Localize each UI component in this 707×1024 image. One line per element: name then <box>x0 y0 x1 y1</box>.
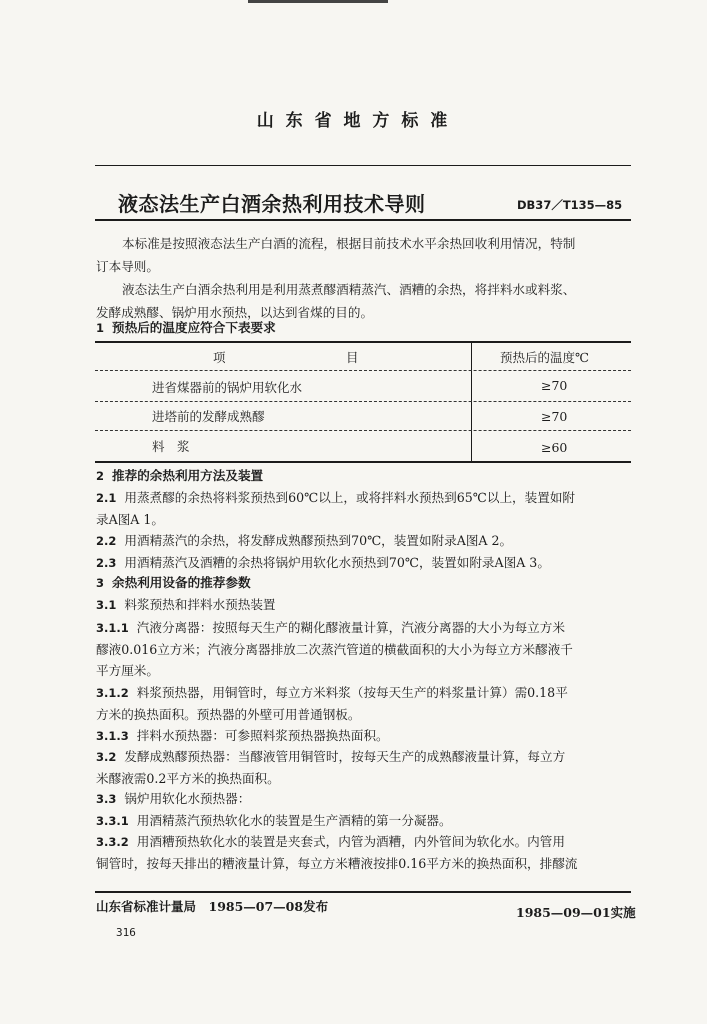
clause-number: 3.2 <box>96 750 117 764</box>
clause-3-3-2 <box>96 831 565 853</box>
clause-3-1 <box>96 594 276 616</box>
clause-number: 3.3.2 <box>96 835 129 849</box>
scan-artifact <box>248 0 388 3</box>
table-bottom-rule <box>95 461 631 463</box>
table-header-item-right: 目 <box>346 350 359 365</box>
section3-heading <box>96 572 251 594</box>
table-top-rule <box>95 341 631 343</box>
section1-heading <box>96 317 276 339</box>
footer-effective-date: 1985—09—01实施 <box>516 905 636 920</box>
table-row-item: 进塔前的发酵成熟醪 <box>152 409 265 424</box>
clause-text: 锅炉用软化水预热器： <box>124 791 251 806</box>
clause-number: 2.1 <box>96 491 117 505</box>
clause-2-2 <box>96 530 512 552</box>
clause-3-2-cont: 米醪液需0.2平方米的换热面积。 <box>96 771 280 786</box>
clause-text: 料浆预热器，用铜管时，每立方米料浆（按每天生产的料浆量计算）需0.18平 <box>136 685 568 700</box>
clause-number: 3.1.3 <box>96 729 129 743</box>
table-row-value: ≥70 <box>541 378 568 393</box>
clause-number: 3.1 <box>96 598 117 612</box>
clause-2-1 <box>96 487 575 509</box>
clause-3-1-1-cont: 平方厘米。 <box>96 663 159 678</box>
clause-number: 3.1.1 <box>96 621 129 635</box>
page-number: 316 <box>116 926 136 939</box>
clause-number: 3.3 <box>96 792 117 806</box>
clause-text: 发酵成熟醪预热器：当醪液管用铜管时，按每天生产的成熟醪液量计算，每立方 <box>124 749 566 764</box>
table-row-divider <box>95 370 631 371</box>
clause-text: 料浆预热和拌料水预热装置 <box>124 597 276 612</box>
table-row-divider <box>95 430 631 431</box>
clause-text: 用酒糟预热软化水的装置是夹套式，内管为酒糟，内外管间为软化水。内管用 <box>136 834 565 849</box>
clause-text: 用蒸煮醪的余热将料浆预热到60℃以上，或将拌料水预热到65℃以上，装置如附 <box>124 490 576 505</box>
table-row-value: ≥70 <box>541 409 568 424</box>
footer-publisher: 山东省标准计量局 1985—07—08发布 <box>96 899 329 914</box>
clause-3-3-1 <box>96 810 452 832</box>
clause-number: 2.2 <box>96 534 117 548</box>
title-rule <box>95 219 631 221</box>
section2-heading <box>96 465 263 487</box>
section2-title: 推荐的余热利用方法及装置 <box>112 468 264 483</box>
table-row-item: 料 浆 <box>152 439 190 454</box>
section3-title: 余热利用设备的推荐参数 <box>112 575 251 590</box>
org-title: 山 东 省 地 方 标 准 <box>256 111 451 131</box>
clause-number: 3.3.1 <box>96 814 129 828</box>
table-header-temperature: 预热后的温度℃ <box>500 350 589 365</box>
doc-title: 液态法生产白酒余热利用技术导则 <box>118 192 426 216</box>
clause-2-3 <box>96 552 550 574</box>
clause-3-1-3 <box>96 725 389 747</box>
table-row-divider <box>95 401 631 402</box>
clause-3-1-1-cont: 醪液0.016立方米；汽液分离器排放二次蒸汽管道的横截面积的大小为每立方米醪液千 <box>96 642 573 657</box>
clause-3-1-2 <box>96 682 568 704</box>
clause-text: 用酒精蒸汽的余热，将发酵成熟醪预热到70℃，装置如附录A图A 2。 <box>124 533 513 548</box>
intro-line-1: 本标准是按照液态法生产白酒的流程，根据目前技术水平余热回收利用情况，特制 <box>122 236 576 251</box>
clause-3-1-1 <box>96 617 565 639</box>
section2-number: 2 <box>96 469 105 483</box>
table-row-value: ≥60 <box>541 440 568 455</box>
clause-number: 3.1.2 <box>96 686 129 700</box>
top-rule <box>95 165 631 166</box>
clause-3-3 <box>96 788 250 810</box>
section1-number: 1 <box>96 321 105 335</box>
clause-number: 2.3 <box>96 556 117 570</box>
table-divider <box>471 343 472 462</box>
clause-text: 汽液分离器：按照每天生产的糊化醪液量计算，汽液分离器的大小为每立方米 <box>136 620 565 635</box>
intro-line-4: 发酵成熟醪、锅炉用水预热，以达到省煤的目的。 <box>96 305 374 320</box>
intro-line-3: 液态法生产白酒余热利用是利用蒸煮醪酒精蒸汽、酒糟的余热，将拌料水或料浆、 <box>122 282 576 297</box>
footer-rule <box>95 891 631 893</box>
clause-text: 拌料水预热器：可参照料浆预热器换热面积。 <box>136 728 389 743</box>
clause-text: 用酒精蒸汽预热软化水的装置是生产酒精的第一分凝器。 <box>136 813 452 828</box>
clause-3-1-2-cont: 方米的换热面积。预热器的外壁可用普通钢板。 <box>96 707 361 722</box>
clause-2-1-cont: 录A图A 1。 <box>96 512 164 527</box>
clause-3-3-2-cont: 铜管时，按每天排出的糟液量计算，每立方米糟液按排0.16平方米的换热面积，排醪流 <box>96 856 578 871</box>
intro-line-2: 订本导则。 <box>96 259 159 274</box>
clause-3-2 <box>96 746 565 768</box>
clause-text: 用酒精蒸汽及酒糟的余热将锅炉用软化水预热到70℃，装置如附录A图A 3。 <box>124 555 550 570</box>
table-row-item: 进省煤器前的锅炉用软化水 <box>152 380 303 395</box>
section1-title: 预热后的温度应符合下表要求 <box>112 320 276 335</box>
table-header-item-left: 项 <box>213 350 226 365</box>
doc-code: DB37／T135—85 <box>517 198 623 212</box>
section3-number: 3 <box>96 576 105 590</box>
